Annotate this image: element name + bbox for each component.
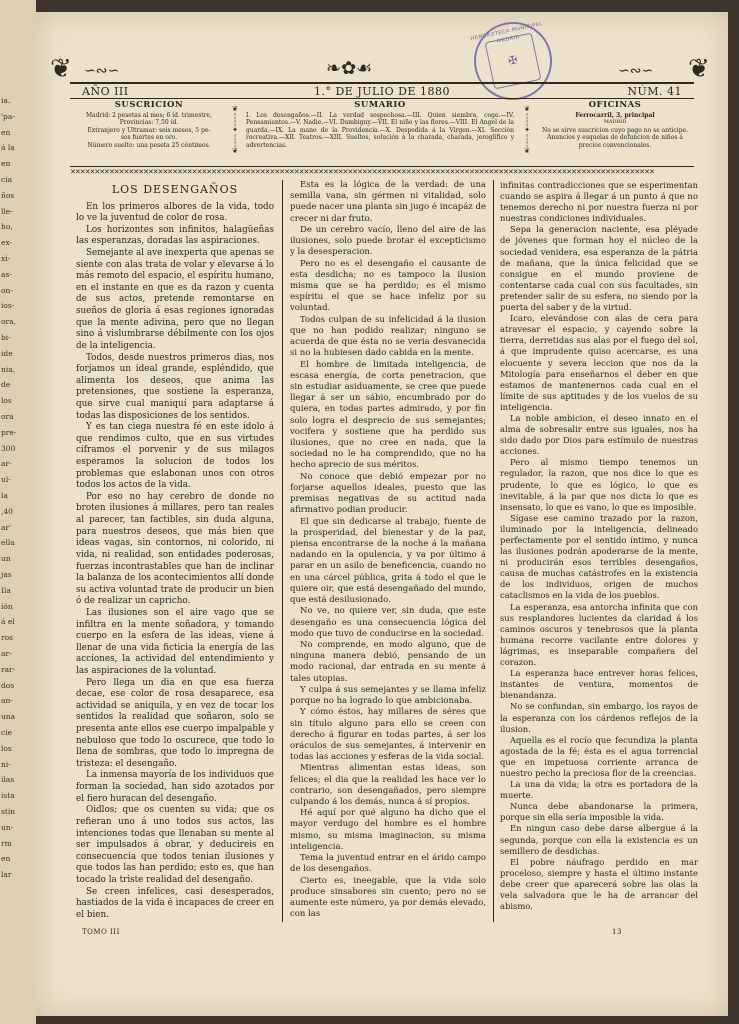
prev-page-fragment: los xyxy=(1,396,12,406)
article-paragraph: De un cerebro vacío, lleno del aire de las ilusiones, solo puede brotar el excepticismo y la desesperacion. xyxy=(290,224,486,258)
header-rule-top xyxy=(70,82,694,84)
article-paragraph: Y culpa á sus semejantes y se llama infeliz porque no ha logrado lo que ambicionaba. xyxy=(290,684,486,707)
prev-page-fragment: en xyxy=(1,127,11,137)
oficinas-city: MADRID xyxy=(603,119,627,125)
suscricion-title: SUSCRICION xyxy=(114,100,184,110)
article-paragraph: No comprende, en modo alguno, que de ninguna manera debió, pensando de un modo racional, dar entrada en su mente á tales utopias. xyxy=(290,639,486,684)
oficinas-line: No se sirve suscricion cuyo pago no se anticipe. xyxy=(541,126,689,134)
article-paragraph: Por eso no hay cerebro de donde no broten ilusiones á millares, pero tan reales al parecer, tan factibles, sin duda alguna, para nuestros deseos, que más bien que ideas vagas, sin contornos, ni colorido, ni vida, ni realidad, son entidades poderosas, fuerzas incontrastables que han de inclinar la balanza de los acontecimientos allí donde su activa voluntad trate de producir un bien ó de realizar un capricho. xyxy=(76,491,274,607)
prev-page-fragment: los xyxy=(1,743,12,753)
article-paragraph: Semejante al ave inexperta que apenas se siente con alas trata de volar y elevarse á lo más remoto del espacio, el espíritu humano, en el instante en que es da razon y cuenta de sus actos, pretende remontarse en sueños de gloria á esas regiones ignoradas que la mente adivina, pero que no llegan sino á vislumbrarse débilmente con los ojos de la inteligencia. xyxy=(76,248,274,351)
article-paragraph: En ningun caso debe darse albergue á la segunda, porque con ella la existencia es un semillero de desdichas. xyxy=(500,823,698,856)
sumario-text: I. Los desengaños.—II. La verdad sospechosa.—III. Quien siembra, coge.—IV. Pensamientos.—V. Nadie.—VI. Dambigny.—VII. El niño y las flores.—VIII. El Angel de la guarda.—IX. La mano de la Providencia.—X. Despedida á la Virgen.—XI. Sección recreativa.—XII. Teatros.—XIII. Sueltos, solución á la charada, charada, jeroglífico y advertencias. xyxy=(246,111,514,149)
prev-page-fragment: ,40 xyxy=(1,506,13,516)
prev-page-fragment: ho, xyxy=(1,222,13,232)
prev-page-fragment: ar' xyxy=(1,522,12,532)
article-paragraph: No se confundan, sin embargo, los rayos de la esperanza con los cárdenos reflejos de la ilusion. xyxy=(500,701,698,734)
prev-page-fragment: ar- xyxy=(1,459,12,469)
oficinas-line: Anuncios y esquelas de defuncion de niños á precios convencionales. xyxy=(547,134,683,149)
newspaper-page xyxy=(36,12,728,1016)
article-column-3 xyxy=(500,180,698,912)
prev-page-fragment: xi- xyxy=(1,254,11,263)
prev-page-fragment: ora, xyxy=(1,317,16,327)
prev-page-fragment: Ila xyxy=(1,585,11,595)
article-paragraph: Mientras alimentan estas ideas, son felices; el dia que la realidad les hace ver lo contrario, son desengañados, pero siempre culpando á los demás, nunca á sí propios. xyxy=(290,763,486,808)
left-corner-ornament: ❦ xyxy=(50,54,72,84)
article-paragraph: Pero llega un dia en que esa fuerza decae, ese color de rosa desaparece, esa actividad se aniquila, y en vez de tocar los sentidos la realidad que soñaron, solo se presenta ante ellos ese cuerpo impalpable y nebuloso que todo lo oscurece, que todo lo llena de sombras, que todo lo impregna de tristeza: el desengaño. xyxy=(76,677,274,769)
prev-page-fragment: ide xyxy=(1,348,13,358)
prev-page-fragment: ex- xyxy=(1,238,13,248)
prev-page-fragment: ros xyxy=(1,633,13,643)
suscricion-line: Extranjero y Ultramar: seis meses, 5 pe- xyxy=(87,126,211,134)
prev-page-fragment: ión xyxy=(1,601,13,611)
article-paragraph: La noble ambicion, el deseo innato en el alma de sobresalir entre sus iguales, nos ha sido dado por Dios para estímulo de nuestras acciones. xyxy=(500,412,698,457)
prev-page-fragment: as- xyxy=(1,269,12,279)
prev-page-fragment: cia xyxy=(1,175,13,184)
article-paragraph: El que sin dedicarse al trabajo, fuente de la prosperidad, del bienestar y de la paz, piensa encontrarse de la noche á la mañana nadando en la opulencia, y va por último á parar en un asilo de beneficencia, cuando no en una cárcel pública, grita á todo el que le quiere oir, que está desengañado del mundo, que está desilusionado. xyxy=(290,516,486,606)
article-column-1 xyxy=(76,180,274,921)
prev-page-fragment: un- xyxy=(1,822,14,832)
footer-page-number: 13 xyxy=(612,928,622,936)
article-paragraph: No conoce que debió empezar por no forjarse aquellos ideales, puesto que las premisas negativas de su actitud nada afirmativo podian producir. xyxy=(290,471,486,516)
article-paragraph: Pero no es el desengaño el causante de esta desdicha; no es tampoco la ilusion misma que se ha perdido; es el mismo espíritu el que se hace infeliz por su voluntad. xyxy=(290,258,486,314)
prev-page-fragment: á el xyxy=(1,617,15,627)
prev-page-fragment: la xyxy=(1,491,8,500)
article-paragraph: Y es tan ciega nuestra fé en este ídolo á que rendimos culto, que en sus virtudes ciframos el porvenir y de sus milagos esperamos la solucion de todos los problemas que eslabonan unos con otros todos los actos de la vida. xyxy=(76,422,274,491)
prev-page-fragment: nia, xyxy=(1,364,16,374)
oficinas-block xyxy=(540,102,690,149)
prev-page-fragment: jas xyxy=(1,570,12,579)
prev-page-fragment: lle- xyxy=(1,206,13,216)
prev-page-fragment: ella xyxy=(1,538,15,548)
article-paragraph: Tema la juventud entrar en el árido campo de los desengaños. xyxy=(290,853,486,875)
article-paragraph: La una da vida; la otra es portadora de la muerte. xyxy=(500,779,698,801)
right-corner-ornament: ❦ xyxy=(688,54,710,84)
prev-page-fragment: ista xyxy=(1,791,15,801)
article-paragraph: La esperanza, esa antorcha infinita que con sus resplandores lucientes da claridad á los caminos oscuros y tenebrosos que la planta humana recorre vacilante entre dolores y lágrimas, es inseparable compañera del corazon. xyxy=(500,601,698,668)
prev-page-fragment: ños xyxy=(1,190,15,200)
info-box xyxy=(70,102,694,167)
stamp-emblem: ✠ xyxy=(485,33,542,90)
article-paragraph: En los primeros albores de la vida, todo lo ve la juventud de color de rosa. xyxy=(76,201,274,224)
prev-page-fragment: ilas xyxy=(1,775,15,785)
prev-page-fragment: ar- xyxy=(1,649,12,658)
divider-ornament-right: ❦ ¦ ¦ ✦ ¦ ¦ ❦ xyxy=(524,106,530,155)
article-paragraph: No ve, no quiere ver, sin duda, que este desengaño es una consecuencia lógica del modo que tuvo de conducirse en la sociedad. xyxy=(290,606,486,639)
prev-page-fragment: un xyxy=(1,554,11,564)
prev-page-fragment: ia. xyxy=(1,96,11,105)
article-paragraph: Todos culpan de su infelicidad á la ilusion que no han podido realizar; ninguno se acuerda de que ésta no se veria desvanecida si no la hubiesen dado cabida en la mente. xyxy=(290,314,486,359)
divider-ornament-left: ❦ ¦ ¦ ✦ ¦ ¦ ❦ xyxy=(232,106,238,155)
prev-page-fragment: pre- xyxy=(1,427,17,437)
oficinas-address: Ferrocarril, 3, principal xyxy=(575,111,655,119)
article-paragraph: Sígase ese camino trazado por la razon, iluminado por la inteligencia, delineado perfectamente por el sentido íntimo, y nunca las ilusiones podrán apoderarse de la mente, ni producirán esos terribles desengaños, causa de muchas catástrofes en la existencia de los individuos, origen de muchos cataclismos en la vida de los pueblos. xyxy=(500,512,698,601)
prev-page-fragment: bi- xyxy=(1,333,11,342)
suscricion-line: sos fuertes en oro. xyxy=(120,134,178,141)
prev-page-fragment: lar xyxy=(1,870,12,880)
prev-page-fragment: ul- xyxy=(1,475,11,485)
article-paragraph: La inmensa mayoría de los individuos que forman la sociedad, han sido azotados por el fiero huracan del desengaño. xyxy=(76,770,274,804)
article-paragraph: El hombre de limitada inteligencia, de escasa energía, de corta penetracion, que sin estudiar asiduamente, se cree que puede llegar á ser un sábio, encumbrado por do quiera, en todas partes admirado, y por fin solo logra el desprecio de sus semejantes; vocifera y sostiene que ha perdido sus ilusiones, que no cree en nada, que la sociedad no le ha comprendido, que no ha hecho aprecio de sus méritos. xyxy=(290,359,486,471)
prev-page-fragment: 'pa- xyxy=(1,111,15,121)
center-ornament: ❧✿☙ xyxy=(326,58,373,79)
article-paragraph: Todos, desde nuestros primeros dias, nos forjamos un ideal grande, espléndido, que alimenta los deseos, que anima las pretensiones, que sostiene la esperanza, que sirve cual maniquí para adaptarse á todas las disposiciones de los sentidos. xyxy=(76,352,274,421)
stamp-text: HEMEROTECA MUNICIPAL · MADRID · xyxy=(470,21,544,46)
prev-page-fragment: cie xyxy=(1,728,13,737)
article-paragraph: Nunca debe abandonarse la primera, porque sin ella sería imposible la vida. xyxy=(500,801,698,823)
previous-page-edge xyxy=(0,0,36,1024)
oficinas-title: OFICINAS xyxy=(588,100,642,110)
right-scroll-ornament: ∽∾∽ xyxy=(618,63,654,79)
header-rule-bottom xyxy=(70,98,694,99)
article-paragraph: El pobre náufrago perdido en mar proceloso, siempre y hasta el último instante debe creer que aparecerá sobre las olas la vela salvadora que le ha de arrancar del abismo. xyxy=(500,856,698,912)
prev-page-fragment: rm xyxy=(1,838,12,848)
column-rule-2 xyxy=(493,180,494,922)
prev-page-fragment: ios- xyxy=(1,301,15,311)
suscricion-line: Número suelto: una peseta 25 céntimos. xyxy=(87,141,211,149)
prev-page-fragment: dos xyxy=(1,680,15,690)
article-paragraph: infinitas contradicciones que se esperimentan cuando se aspira á llegar á un punto á que no tenemos derecho ni por nuestra fuerza ni por nuestras condiciones individuales. xyxy=(500,180,698,224)
article-paragraph: Cierto es, ineegable, que la vida solo produce sinsabores sin cuento; pero no se aumente este número, ya por demás elevado, con las xyxy=(290,875,486,920)
footer-volume: TOMO III xyxy=(82,928,120,936)
article-title: LOS DESENGAÑOS xyxy=(111,183,239,196)
issue-date: 1.° DE JULIO DE 1880 xyxy=(313,85,451,98)
suscricion-line: Provincias: 7,50 íd. xyxy=(119,119,179,126)
article-paragraph: Pero al mismo tiempo tenemos un regulador, la razon, que nos dice lo que es prudente, lo que es lógico, lo que es inevitable, á la par que nos dicta lo que es insensato, lo que es vano, lo que es imposible. xyxy=(500,457,698,512)
prev-page-fragment: en xyxy=(1,854,11,864)
prev-page-fragment: 300 xyxy=(1,443,16,453)
prev-page-fragment: ora xyxy=(1,412,14,421)
left-scroll-ornament: ∽∾∽ xyxy=(84,63,120,79)
article-column-2 xyxy=(290,180,486,920)
sumario-title: SUMARIO xyxy=(354,100,406,110)
prev-page-fragment: una xyxy=(1,712,16,722)
prev-page-fragment: on- xyxy=(1,285,13,295)
article-paragraph: Las ilusiones son el aire vago que se infiltra en la mente soñadora, y tomando cuerpo en la esfera de las ideas, viene á llenar de una vida ficticia la energía de las acciones, la actividad del entendimiento y las aspiraciones de la voluntad. xyxy=(76,607,274,676)
prev-page-fragment: stin xyxy=(1,807,16,816)
prev-page-fragment: de xyxy=(1,380,11,390)
sumario-block xyxy=(246,102,514,149)
article-paragraph: Los horizontes son infinitos, halagüeñas las esperanzas, doradas las aspiraciones. xyxy=(76,224,274,247)
prev-page-fragment: an- xyxy=(1,696,13,706)
suscricion-line: Madrid: 2 pesetas al mes; 6 íd. trimestre, xyxy=(85,111,213,119)
prev-page-fragment: ni- xyxy=(1,759,11,769)
article-paragraph: Icaro, elevándose con alas de cera para atravesar el espacio, y cayendo sobre la tierra, derretidas sus alas por el fuego del sol, á que imprudente quiso acercarse, es una elocuente y severa leccion que nos da la Mitología para enseñarnos el deber en que estamos de mantenernos cada cual en el límite de sus aptitudes y de los vuelos de su inteligencia. xyxy=(500,313,698,412)
prev-page-fragment: rar- xyxy=(1,664,16,674)
article-paragraph: Hé aquí por qué alguno ha dicho que el mayor verdugo del hombre es el hombre mismo, su misma imaginacion, su misma inteligencia. xyxy=(290,808,486,852)
issue-number: NÚM. 41 xyxy=(627,85,682,98)
issue-year: AÑO III xyxy=(82,85,129,98)
column-rule-1 xyxy=(282,180,283,922)
article-paragraph: Oidlos; que os cuenten su vida; que os refieran uno á uno todos sus actos, las intenciones todas que llenaban su mente al ser impulsados á obrar, y deducireis en consecuencia que todos tenian ilusiones y que todos las han perdido; esto es, que han tocado la triste realidad del desengaño. xyxy=(76,805,274,885)
suscricion-block xyxy=(74,102,224,149)
article-paragraph: La esperanza hace entrever horas felices, instantes de ventura, momentos de bienandanza. xyxy=(500,668,698,701)
article-paragraph: Sepa la generacion naciente, esa pléyade de jóvenes que forman hoy el núcleo de la sociedad venidera, esa esperanza de la pátria de mañana, que la única felicidad que se consigue en el mundo proviene de contentarse cada cual con sus facultades, sin pretender salir de su esfera, no siendo por la puerta del saber y de la virtud. xyxy=(500,224,698,313)
prev-page-fragment: á la xyxy=(1,143,15,153)
prev-page-fragment: en xyxy=(1,159,11,169)
decorative-border: ✕✕✕✕✕✕✕✕✕✕✕✕✕✕✕✕✕✕✕✕✕✕✕✕✕✕✕✕✕✕✕✕✕✕✕✕✕✕✕✕✕✕✕✕✕✕✕✕✕✕✕✕✕✕✕✕✕✕✕✕✕✕✕✕✕✕✕✕✕✕✕✕✕✕✕✕✕✕✕✕✕✕✕✕✕✕✕✕✕✕✕✕✕✕✕✕✕✕✕✕✕✕✕✕✕✕✕✕✕✕✕✕✕✕✕✕✕✕✕✕ xyxy=(70,168,654,176)
article-paragraph: Aquella es el rocío que fecundiza la planta agostada de la fé; ésta es el agua torrencial que en impetuosa corriente arranca de nuestro pecho la preciosa flor de la creencias. xyxy=(500,734,698,778)
article-paragraph: Se creen infelices, casi desesperados, hastiados de la vida é incapaces de creer en el bien. xyxy=(76,886,274,920)
article-paragraph: Esta es la lógica de la verdad: de una semilla vana, sin gérmen ni vitalidad, solo puede nacer una planta sin jugo é incapáz de crecer ni dar fruto. xyxy=(290,180,486,224)
article-paragraph: Y cómo éstos, hay millares de séres que sin título alguno para ello se creen con derecho á figurar en todas partes, á ser los oráculos de sus semejantes, á intervenir en todas las acciones y esferas de la vida social. xyxy=(290,707,486,763)
